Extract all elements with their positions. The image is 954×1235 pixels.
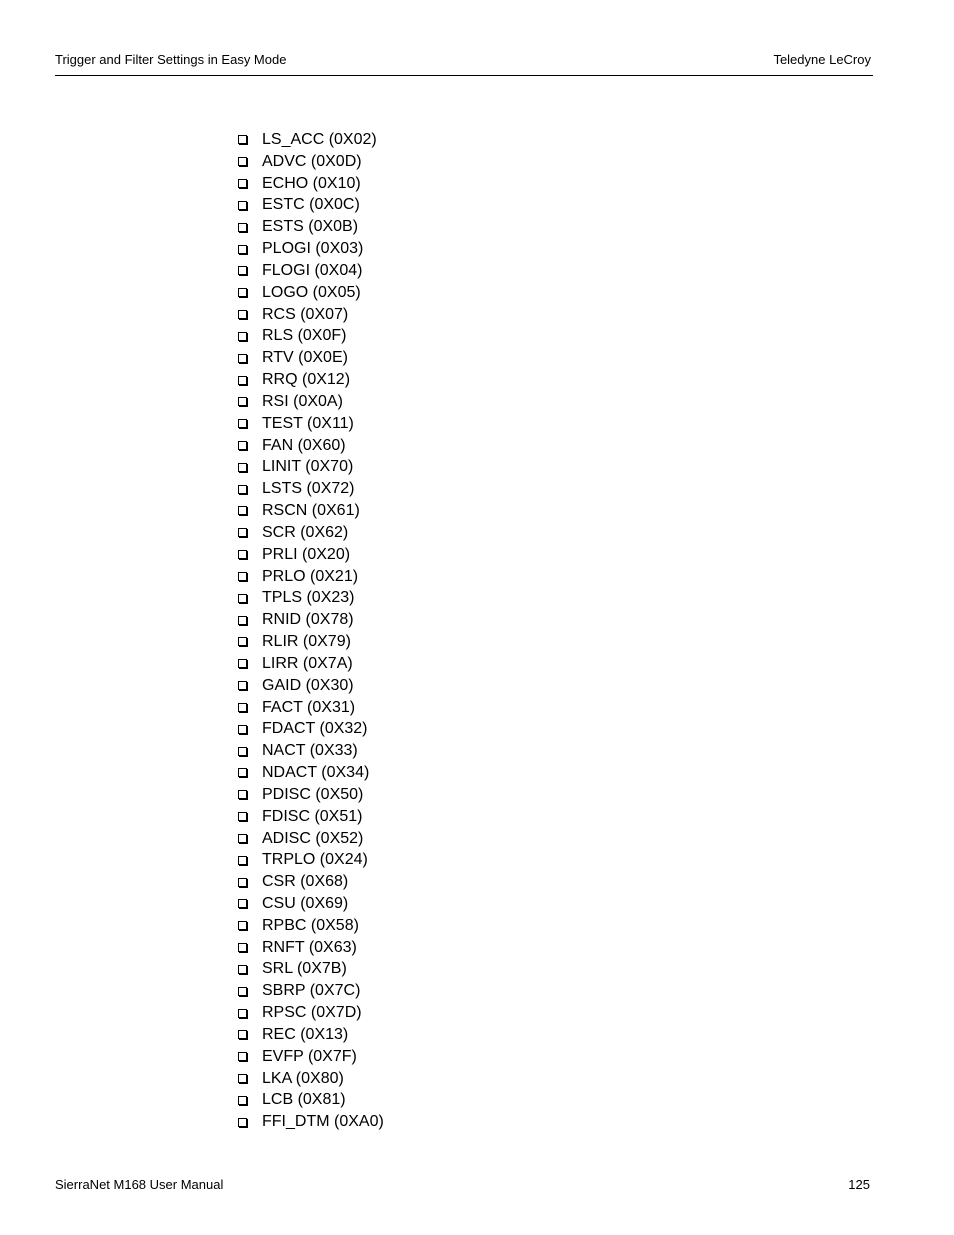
list-item <box>236 391 384 413</box>
list-item <box>236 1002 384 1024</box>
list-item-label: LCB (0X81) <box>262 1091 346 1109</box>
list-item <box>236 260 384 282</box>
list-item <box>236 718 384 740</box>
list-item-label: NDACT (0X34) <box>262 764 370 782</box>
list-item-label: FLOGI (0X04) <box>262 261 363 279</box>
list-item-label: PRLI (0X20) <box>262 545 351 563</box>
list-item <box>236 173 384 195</box>
checkbox-icon <box>238 834 247 843</box>
list-item-label: FDACT (0X32) <box>262 720 368 738</box>
list-item <box>236 915 384 937</box>
list-item-label: RTV (0X0E) <box>262 349 348 367</box>
checkbox-icon <box>238 288 247 297</box>
list-item-label: PLOGI (0X03) <box>262 240 364 258</box>
checkbox-icon <box>238 965 247 974</box>
checkbox-icon <box>238 332 247 341</box>
checkbox-icon <box>238 354 247 363</box>
list-item <box>236 893 384 915</box>
checkbox-icon <box>238 856 247 865</box>
checkbox-icon <box>238 768 247 777</box>
list-item <box>236 194 384 216</box>
list-item-label: SRL (0X7B) <box>262 960 347 978</box>
list-item-label: RPBC (0X58) <box>262 916 359 934</box>
list-item <box>236 958 384 980</box>
list-item-label: NACT (0X33) <box>262 742 358 760</box>
list-item-label: LKA (0X80) <box>262 1069 344 1087</box>
list-item <box>236 1089 384 1111</box>
list-item-label: CSR (0X68) <box>262 873 349 891</box>
checkbox-icon <box>238 310 247 319</box>
list-item <box>236 129 384 151</box>
list-item <box>236 587 384 609</box>
list-item <box>236 1024 384 1046</box>
list-item <box>236 456 384 478</box>
checkbox-icon <box>238 921 247 930</box>
checkbox-icon <box>238 1118 247 1127</box>
checkbox-icon <box>238 812 247 821</box>
list-item-label: REC (0X13) <box>262 1025 349 1043</box>
checkbox-icon <box>238 1052 247 1061</box>
list-item-label: ADVC (0X0D) <box>262 152 362 170</box>
list-item <box>236 216 384 238</box>
checkbox-icon <box>238 747 247 756</box>
checkbox-icon <box>238 179 247 188</box>
list-item-label: CSU (0X69) <box>262 894 349 912</box>
checkbox-icon <box>238 1096 247 1105</box>
list-item <box>236 304 384 326</box>
footer-page-number: 125 <box>848 1177 870 1192</box>
list-item-label: LSTS (0X72) <box>262 480 355 498</box>
list-item <box>236 762 384 784</box>
checkbox-icon <box>238 878 247 887</box>
list-item-label: FFI_DTM (0XA0) <box>262 1113 384 1131</box>
list-item <box>236 1068 384 1090</box>
list-item <box>236 1046 384 1068</box>
header-section-title: Trigger and Filter Settings in Easy Mode <box>55 52 287 67</box>
list-item <box>236 631 384 653</box>
checkbox-icon <box>238 659 247 668</box>
list-item <box>236 544 384 566</box>
checkbox-icon <box>238 987 247 996</box>
footer-manual-title: SierraNet M168 User Manual <box>55 1177 224 1192</box>
checkbox-icon <box>238 485 247 494</box>
checkbox-icon <box>238 441 247 450</box>
list-item <box>236 522 384 544</box>
list-item <box>236 697 384 719</box>
list-item-label: FDISC (0X51) <box>262 807 363 825</box>
list-item-label: EVFP (0X7F) <box>262 1047 357 1065</box>
header-company: Teledyne LeCroy <box>773 52 871 67</box>
checkbox-icon <box>238 463 247 472</box>
list-item <box>236 435 384 457</box>
list-item <box>236 828 384 850</box>
page-header <box>55 52 873 76</box>
checkbox-icon <box>238 135 247 144</box>
list-item <box>236 282 384 304</box>
list-item-label: PDISC (0X50) <box>262 785 364 803</box>
list-item-label: RLS (0X0F) <box>262 327 347 345</box>
checkbox-icon <box>238 616 247 625</box>
list-item <box>236 478 384 500</box>
checkbox-icon <box>238 397 247 406</box>
list-item <box>236 347 384 369</box>
list-item-label: LIRR (0X7A) <box>262 654 353 672</box>
list-item-label: GAID (0X30) <box>262 676 354 694</box>
list-item-label: RSCN (0X61) <box>262 502 360 520</box>
list-item <box>236 849 384 871</box>
list-item <box>236 1111 384 1133</box>
list-item <box>236 500 384 522</box>
list-item <box>236 238 384 260</box>
list-item-label: FACT (0X31) <box>262 698 356 716</box>
list-item-label: PRLO (0X21) <box>262 567 359 585</box>
list-item-label: ADISC (0X52) <box>262 829 364 847</box>
list-item <box>236 675 384 697</box>
checkbox-icon <box>238 703 247 712</box>
list-item-label: RPSC (0X7D) <box>262 1004 362 1022</box>
list-item <box>236 871 384 893</box>
checkbox-icon <box>238 223 247 232</box>
list-item-label: RCS (0X07) <box>262 305 349 323</box>
list-item-label: SCR (0X62) <box>262 523 349 541</box>
list-item-label: RRQ (0X12) <box>262 371 351 389</box>
list-item <box>236 784 384 806</box>
list-item-label: LS_ACC (0X02) <box>262 131 377 148</box>
list-item-label: LINIT (0X70) <box>262 458 354 476</box>
list-item <box>236 740 384 762</box>
list-item-label: ESTC (0X0C) <box>262 196 360 214</box>
list-item <box>236 806 384 828</box>
list-item <box>236 369 384 391</box>
list-item-label: LOGO (0X05) <box>262 283 361 301</box>
list-item-label: TPLS (0X23) <box>262 589 355 607</box>
checkbox-icon <box>238 419 247 428</box>
list-item <box>236 325 384 347</box>
checkbox-icon <box>238 376 247 385</box>
checkbox-icon <box>238 528 247 537</box>
checkbox-icon <box>238 572 247 581</box>
checkbox-icon <box>238 245 247 254</box>
checkbox-icon <box>238 899 247 908</box>
list-item-label: FAN (0X60) <box>262 436 346 454</box>
checkbox-icon <box>238 1009 247 1018</box>
checkbox-icon <box>238 637 247 646</box>
list-item <box>236 413 384 435</box>
list-item-label: SBRP (0X7C) <box>262 982 361 1000</box>
list-item <box>236 980 384 1002</box>
list-item <box>236 937 384 959</box>
checkbox-icon <box>238 201 247 210</box>
checkbox-icon <box>238 266 247 275</box>
list-item <box>236 566 384 588</box>
list-item-label: ECHO (0X10) <box>262 174 361 192</box>
checkbox-icon <box>238 550 247 559</box>
checkbox-icon <box>238 943 247 952</box>
list-item-label: RNFT (0X63) <box>262 938 357 956</box>
list-item <box>236 609 384 631</box>
checkbox-icon <box>238 1074 247 1083</box>
els-command-list <box>236 129 384 1133</box>
checkbox-icon <box>238 1030 247 1039</box>
list-item-label: TRPLO (0X24) <box>262 851 368 869</box>
checkbox-icon <box>238 594 247 603</box>
checkbox-icon <box>238 157 247 166</box>
list-item-label: TEST (0X11) <box>262 414 354 432</box>
list-item-label: RNID (0X78) <box>262 611 354 629</box>
checkbox-icon <box>238 725 247 734</box>
list-item-label: RLIR (0X79) <box>262 633 351 651</box>
checkbox-icon <box>238 506 247 515</box>
checkbox-icon <box>238 681 247 690</box>
list-item-label: ESTS (0X0B) <box>262 218 359 236</box>
list-item <box>236 151 384 173</box>
list-item <box>236 653 384 675</box>
checkbox-icon <box>238 790 247 799</box>
list-item-label: RSI (0X0A) <box>262 392 343 410</box>
